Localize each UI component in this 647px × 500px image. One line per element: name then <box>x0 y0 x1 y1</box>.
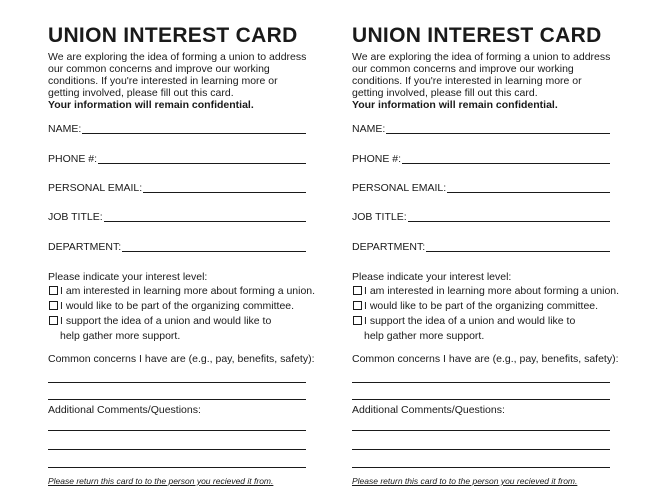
card-title: UNION INTEREST CARD <box>48 24 298 47</box>
return-instructions: Please return this card to to the person you recieved it from. <box>48 476 274 486</box>
job-title-label: JOB TITLE: <box>48 211 103 223</box>
phone-field[interactable] <box>48 151 306 165</box>
job-title-label: JOB TITLE: <box>352 211 407 223</box>
department-field[interactable] <box>352 239 610 253</box>
phone-line[interactable] <box>98 163 306 164</box>
concerns-line[interactable] <box>48 382 306 383</box>
name-line[interactable] <box>82 133 306 134</box>
concerns-heading: Common concerns I have are (e.g., pay, benefits, safety): <box>352 353 619 365</box>
interest-heading: Please indicate your interest level: <box>48 271 208 283</box>
confidential-note: Your information will remain confidential. <box>352 99 558 111</box>
department-field[interactable] <box>48 239 306 253</box>
phone-label: PHONE #: <box>48 153 98 165</box>
personal-email-line[interactable] <box>447 192 610 193</box>
intro-text: We are exploring the idea of forming a union to address our common concerns and improve our working conditions. If you're interested in learning more or getting involved, please fill out this card. <box>352 51 611 99</box>
option-organizing-committee-label: I would like to be part of the organizing committee. <box>60 300 295 312</box>
personal-email-field[interactable] <box>352 180 610 194</box>
job-title-line[interactable] <box>408 221 610 222</box>
concerns-line[interactable] <box>48 399 306 400</box>
union-interest-card-left <box>48 0 316 500</box>
job-title-field[interactable] <box>48 209 306 223</box>
option-organizing-committee <box>48 299 310 314</box>
department-label: DEPARTMENT: <box>352 241 426 253</box>
name-label: NAME: <box>352 123 386 135</box>
comments-line[interactable] <box>48 430 306 431</box>
personal-email-line[interactable] <box>143 192 306 193</box>
department-line[interactable] <box>426 251 610 252</box>
option-organizing-committee <box>352 299 614 314</box>
option-support-union <box>48 314 310 344</box>
comments-line[interactable] <box>352 449 610 450</box>
concerns-heading: Common concerns I have are (e.g., pay, benefits, safety): <box>48 353 315 365</box>
option-support-union <box>352 314 614 344</box>
intro-text: We are exploring the idea of forming a union to address our common concerns and improve our working conditions. If you're interested in learning more or getting involved, please fill out this card. <box>48 51 307 99</box>
concerns-line[interactable] <box>352 399 610 400</box>
confidential-note: Your information will remain confidential. <box>48 99 254 111</box>
comments-heading: Additional Comments/Questions: <box>48 404 201 416</box>
job-title-line[interactable] <box>104 221 306 222</box>
checkbox-support-union[interactable] <box>353 316 362 325</box>
name-line[interactable] <box>386 133 610 134</box>
name-field[interactable] <box>352 121 610 135</box>
department-line[interactable] <box>122 251 306 252</box>
option-learn-more-label: I am interested in learning more about forming a union. <box>364 285 620 297</box>
checkbox-organizing-committee[interactable] <box>49 301 58 310</box>
interest-heading: Please indicate your interest level: <box>352 271 512 283</box>
name-field[interactable] <box>48 121 306 135</box>
option-learn-more-label: I am interested in learning more about forming a union. <box>60 285 316 297</box>
personal-email-field[interactable] <box>48 180 306 194</box>
union-interest-card-right <box>352 0 620 500</box>
option-support-union-label: I support the idea of a union and would like to help gather more support. <box>364 315 576 342</box>
checkbox-organizing-committee[interactable] <box>353 301 362 310</box>
card-intro <box>48 51 310 111</box>
department-label: DEPARTMENT: <box>48 241 122 253</box>
job-title-field[interactable] <box>352 209 610 223</box>
comments-line[interactable] <box>352 467 610 468</box>
phone-field[interactable] <box>352 151 610 165</box>
checkbox-learn-more[interactable] <box>353 286 362 295</box>
option-organizing-committee-label: I would like to be part of the organizing committee. <box>364 300 599 312</box>
checkbox-learn-more[interactable] <box>49 286 58 295</box>
option-learn-more <box>352 284 620 299</box>
comments-line[interactable] <box>352 430 610 431</box>
comments-heading: Additional Comments/Questions: <box>352 404 505 416</box>
comments-line[interactable] <box>48 467 306 468</box>
card-title: UNION INTEREST CARD <box>352 24 602 47</box>
personal-email-label: PERSONAL EMAIL: <box>48 182 143 194</box>
concerns-line[interactable] <box>352 382 610 383</box>
option-learn-more <box>48 284 316 299</box>
checkbox-support-union[interactable] <box>49 316 58 325</box>
phone-line[interactable] <box>402 163 610 164</box>
personal-email-label: PERSONAL EMAIL: <box>352 182 447 194</box>
comments-line[interactable] <box>48 449 306 450</box>
return-instructions: Please return this card to to the person you recieved it from. <box>352 476 578 486</box>
option-support-union-label: I support the idea of a union and would like to help gather more support. <box>60 315 272 342</box>
name-label: NAME: <box>48 123 82 135</box>
phone-label: PHONE #: <box>352 153 402 165</box>
card-intro <box>352 51 614 111</box>
